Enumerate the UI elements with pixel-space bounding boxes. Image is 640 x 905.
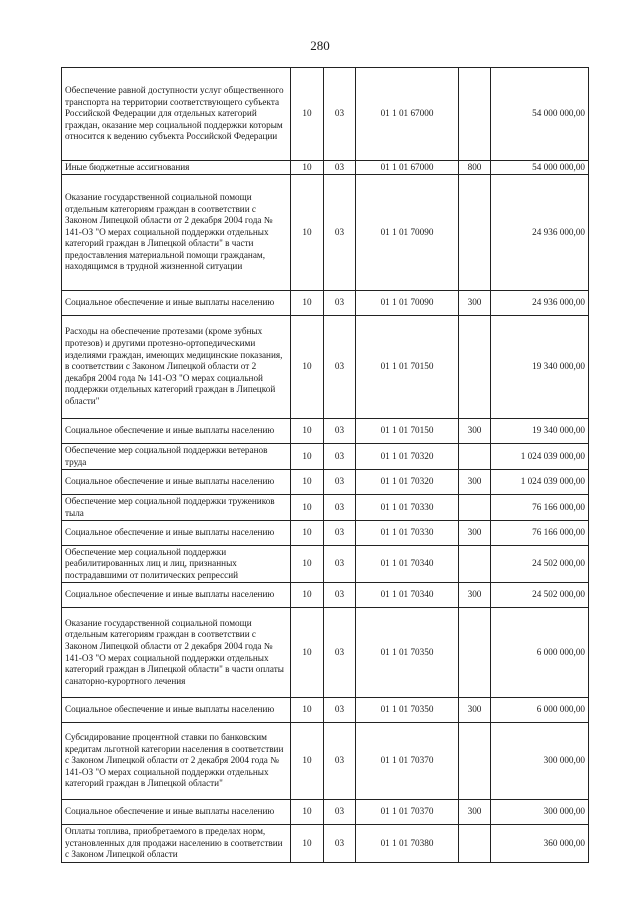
row-section: 10 (291, 521, 324, 546)
row-name: Оплаты топлива, приобретаемого в пределах норм, установленных для продажи населению в соответствии с Законом Липецкой области (62, 825, 291, 863)
row-subsection: 03 (324, 419, 356, 444)
row-type: 300 (459, 800, 491, 825)
row-target: 01 1 01 67000 (356, 161, 459, 175)
row-name: Социальное обеспечение и иные выплаты населению (62, 583, 291, 608)
row-target: 01 1 01 70340 (356, 583, 459, 608)
row-name: Расходы на обеспечение протезами (кроме зубных протезов) и другими протезно-ортопедическими изделиями граждан, имеющих медицинские показания, в соответствии с Законом Липецкой области от 2 декабря 2004 года № 141-ОЗ "О мерах социальной поддержки отдельных категорий граждан в Липецкой области" (62, 316, 291, 419)
row-subsection: 03 (324, 68, 356, 161)
table-row (62, 698, 589, 723)
row-amount: 76 166 000,00 (491, 521, 589, 546)
row-amount: 360 000,00 (491, 825, 589, 863)
row-name: Социальное обеспечение и иные выплаты населению (62, 419, 291, 444)
row-name: Социальное обеспечение и иные выплаты населению (62, 800, 291, 825)
row-section: 10 (291, 546, 324, 583)
row-name: Социальное обеспечение и иные выплаты населению (62, 470, 291, 495)
row-amount: 1 024 039 000,00 (491, 444, 589, 470)
row-name: Обеспечение равной доступности услуг общественного транспорта на территории соответствующего субъекта Российской Федерации для отдельных категорий граждан, оказание мер социальной поддержки которым относится к ведению субъекта Российской Федерации (62, 68, 291, 161)
row-section: 10 (291, 291, 324, 316)
page-number: 280 (310, 38, 330, 53)
budget-table (61, 67, 589, 863)
table-row (62, 521, 589, 546)
row-type (459, 608, 491, 698)
row-amount: 6 000 000,00 (491, 698, 589, 723)
table-row (62, 316, 589, 419)
table-row (62, 291, 589, 316)
row-amount: 19 340 000,00 (491, 316, 589, 419)
row-name: Обеспечение мер социальной поддержки реабилитированных лиц и лиц, признанных пострадавшими от политических репрессий (62, 546, 291, 583)
row-type: 300 (459, 698, 491, 723)
row-subsection: 03 (324, 698, 356, 723)
row-type: 300 (459, 470, 491, 495)
table-row (62, 161, 589, 175)
row-section: 10 (291, 608, 324, 698)
row-target: 01 1 01 70320 (356, 444, 459, 470)
row-target: 01 1 01 70370 (356, 723, 459, 800)
row-section: 10 (291, 495, 324, 521)
table-row (62, 470, 589, 495)
row-amount: 54 000 000,00 (491, 161, 589, 175)
row-type (459, 723, 491, 800)
row-section: 10 (291, 444, 324, 470)
table-row (62, 583, 589, 608)
row-type (459, 495, 491, 521)
row-type: 300 (459, 583, 491, 608)
row-type (459, 316, 491, 419)
row-amount: 19 340 000,00 (491, 419, 589, 444)
row-subsection: 03 (324, 444, 356, 470)
row-section: 10 (291, 68, 324, 161)
row-section: 10 (291, 698, 324, 723)
row-subsection: 03 (324, 723, 356, 800)
row-amount: 24 502 000,00 (491, 546, 589, 583)
row-type: 800 (459, 161, 491, 175)
row-subsection: 03 (324, 175, 356, 291)
row-target: 01 1 01 70330 (356, 495, 459, 521)
row-subsection: 03 (324, 583, 356, 608)
row-section: 10 (291, 175, 324, 291)
table-row (62, 546, 589, 583)
row-amount: 6 000 000,00 (491, 608, 589, 698)
table-row (62, 723, 589, 800)
row-type: 300 (459, 521, 491, 546)
row-type: 300 (459, 291, 491, 316)
row-subsection: 03 (324, 291, 356, 316)
budget-table-body (62, 68, 589, 863)
row-target: 01 1 01 70350 (356, 608, 459, 698)
row-subsection: 03 (324, 825, 356, 863)
row-target: 01 1 01 70150 (356, 316, 459, 419)
row-amount: 300 000,00 (491, 800, 589, 825)
row-target: 01 1 01 70380 (356, 825, 459, 863)
row-subsection: 03 (324, 546, 356, 583)
row-target: 01 1 01 70350 (356, 698, 459, 723)
row-target: 01 1 01 70340 (356, 546, 459, 583)
row-type (459, 546, 491, 583)
row-target: 01 1 01 70330 (356, 521, 459, 546)
row-section: 10 (291, 316, 324, 419)
row-section: 10 (291, 583, 324, 608)
row-subsection: 03 (324, 161, 356, 175)
row-subsection: 03 (324, 316, 356, 419)
row-section: 10 (291, 419, 324, 444)
row-section: 10 (291, 470, 324, 495)
row-target: 01 1 01 70370 (356, 800, 459, 825)
row-section: 10 (291, 800, 324, 825)
row-name: Обеспечение мер социальной поддержки ветеранов труда (62, 444, 291, 470)
table-row (62, 800, 589, 825)
table-row (62, 608, 589, 698)
row-type (459, 175, 491, 291)
row-target: 01 1 01 70150 (356, 419, 459, 444)
row-type (459, 825, 491, 863)
row-amount: 54 000 000,00 (491, 68, 589, 161)
row-subsection: 03 (324, 495, 356, 521)
row-type: 300 (459, 419, 491, 444)
table-row (62, 825, 589, 863)
row-name: Социальное обеспечение и иные выплаты населению (62, 291, 291, 316)
row-type (459, 68, 491, 161)
row-name: Субсидирование процентной ставки по банковским кредитам льготной категории населения в соответствии с Законом Липецкой области от 2 декабря 2004 года № 141-ОЗ "О мерах социальной поддержки отдельных категорий граждан в Липецкой области" (62, 723, 291, 800)
row-section: 10 (291, 825, 324, 863)
row-target: 01 1 01 70090 (356, 291, 459, 316)
row-target: 01 1 01 70090 (356, 175, 459, 291)
row-name: Оказание государственной социальной помощи отдельным категориям граждан в соответствии с Законом Липецкой области от 2 декабря 2004 года № 141-ОЗ "О мерах социальной поддержки отдельных категорий граждан в Липецкой области" в части предоставления материальной помощи гражданам, находящимся в трудной жизненной ситуации (62, 175, 291, 291)
row-amount: 24 502 000,00 (491, 583, 589, 608)
table-row (62, 495, 589, 521)
table-row (62, 419, 589, 444)
row-amount: 24 936 000,00 (491, 175, 589, 291)
table-row (62, 444, 589, 470)
row-target: 01 1 01 70320 (356, 470, 459, 495)
row-amount: 24 936 000,00 (491, 291, 589, 316)
row-subsection: 03 (324, 470, 356, 495)
table-row (62, 68, 589, 161)
row-name: Оказание государственной социальной помощи отдельным категориям граждан в соответствии с Законом Липецкой области от 2 декабря 2004 года № 141-ОЗ "О мерах социальной поддержки отдельных категорий граждан в Липецкой области" в части оплаты санаторно-курортного лечения (62, 608, 291, 698)
table-row (62, 175, 589, 291)
row-section: 10 (291, 723, 324, 800)
row-amount: 1 024 039 000,00 (491, 470, 589, 495)
row-name: Иные бюджетные ассигнования (62, 161, 291, 175)
row-target: 01 1 01 67000 (356, 68, 459, 161)
row-subsection: 03 (324, 521, 356, 546)
row-type (459, 444, 491, 470)
row-name: Социальное обеспечение и иные выплаты населению (62, 698, 291, 723)
row-amount: 76 166 000,00 (491, 495, 589, 521)
row-name: Социальное обеспечение и иные выплаты населению (62, 521, 291, 546)
row-section: 10 (291, 161, 324, 175)
row-subsection: 03 (324, 608, 356, 698)
row-subsection: 03 (324, 800, 356, 825)
row-amount: 300 000,00 (491, 723, 589, 800)
row-name: Обеспечение мер социальной поддержки тружеников тыла (62, 495, 291, 521)
